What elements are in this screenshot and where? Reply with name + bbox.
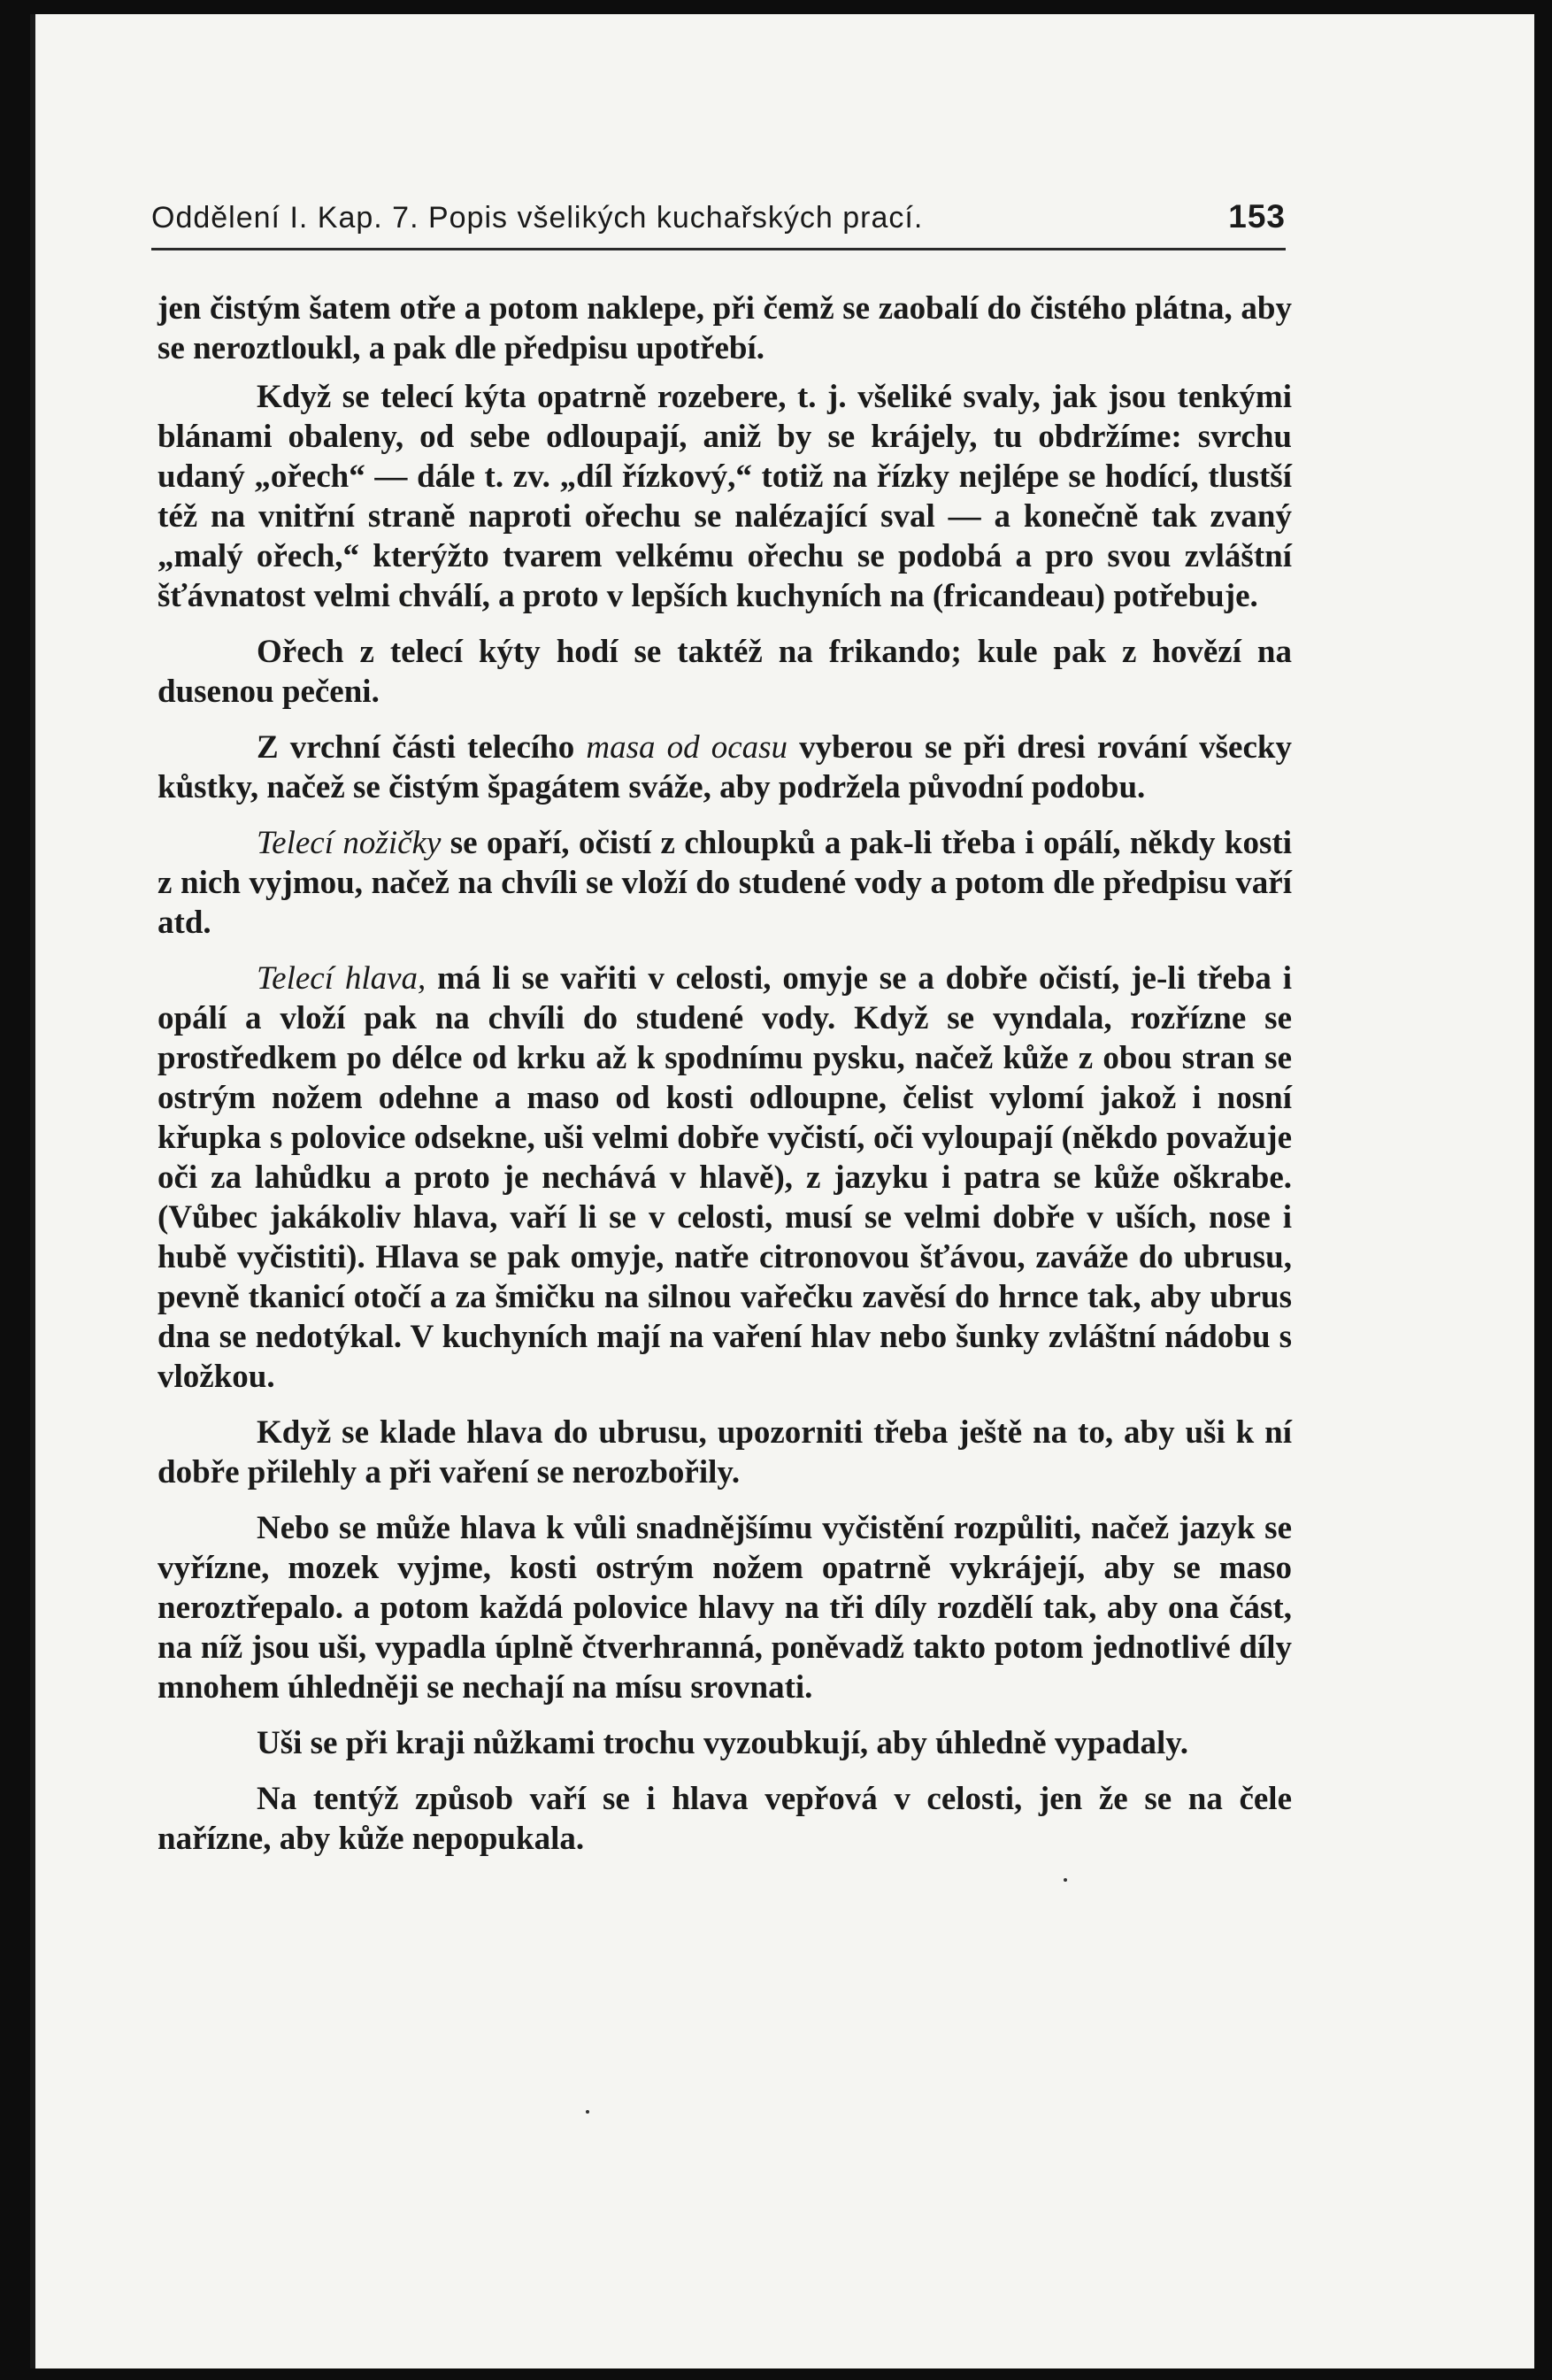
paragraph: Když se telecí kýta opatrně rozebere, t. j. všeliké svaly, jak jsou tenkými blánami obaleny, od sebe odloupají, aniž by se krájely, tu obdržíme: svrchu udaný „ořech“ — dále t. zv. „díl řízkový,“ totiž na řízky nejlépe se hodící, tlustší též na vnitřní straně naproti ořechu se nalézající sval — a konečně tak zvaný „malý ořech,“ kterýžto tvarem velkému ořechu se podobá a pro svou zvláštní šťávnatost velmi chválí, a proto v lepších kuchyních na (fricandeau) potřebuje. — [158, 379, 1292, 614]
body-text — [158, 289, 1292, 1868]
paragraph: Nebo se může hlava k vůli snadnějšímu vyčistění rozpůliti, načež jazyk se vyřízne, mozek vyjme, kosti ostrým nožem opatrně vykrájejí, aby se maso neroztřepalo. a potom každá polovice hlavy na tři díly rozdělí tak, aby ona část, na níž jsou uši, vypadla úplně čtverhranná, poněvadž takto potom jednotlivé díly mnohem úhledněji se nechají na mísu srovnati. — [158, 1510, 1292, 1706]
paragraph-italic-term: Telecí nožičky — [257, 825, 442, 861]
header-rule — [151, 248, 1286, 250]
paragraph — [158, 823, 1292, 943]
paragraph-rest: má li se vařiti v celosti, omyje se a dobře očistí, je-li třeba i opálí a vloží pak na chvíli do studené vody. Když se vyndala, rozřízne se prostředkem po délce od krku až k spodnímu pysku, načež kůže z obou stran se ostrým nožem odehne a maso od kosti odloupne, čelist vylomí jakož i nosní křupka s polovice odsekne, uši velmi dobře vyčistí, oči vyloupají (někdo považuje oči za lahůdku a proto je nechává v hlavě), z jazyku i patra se kůže oškrabe. (Vůbec jakákoliv hlava, vaří li se v celosti, musí se velmi dobře v uších, nose i hubě vyčistiti). Hlava se pak omyje, natře citronovou šťávou, zaváže do ubrusu, pevně tkanicí otočí a za šmičku na silnou vařečku zavěsí do hrnce tak, aby ubrus dna se nedotýkal. V kuchyních mají na vaření hlav nebo šunky zvláštní nádobu s vložkou. — [158, 960, 1292, 1395]
paragraph: jen čistým šatem otře a potom naklepe, při čemž se zaobalí do čistého plátna, aby se neroztloukl, a pak dle předpisu upotřebí. — [158, 290, 1292, 366]
paragraph — [158, 959, 1292, 1397]
paragraph-lead: Z vrchní části telecího — [257, 729, 587, 766]
paragraph-rest: se opaří, očistí z chloupků a pak-li třeba i opálí, někdy kosti z nich vyjmou, načež na chvíli se vloží do studené vody a potom dle předpisu vaří atd. — [158, 825, 1292, 941]
paragraph: Ořech z telecí kýty hodí se taktéž na frikando; kule pak z hovězí na dusenou pečeni. — [158, 634, 1292, 710]
paragraph — [158, 728, 1292, 807]
running-title: Oddělení I. Kap. 7. Popis všelikých kuchařských prací. — [151, 201, 924, 235]
paragraph-italic-term: masa od ocasu — [586, 729, 788, 766]
paragraph-italic-term: Telecí hlava, — [257, 960, 426, 997]
speck — [1064, 1878, 1067, 1882]
page-number: 153 — [1228, 198, 1286, 235]
paragraph: Uši se při kraji nůžkami trochu vyzoubkují, aby úhledně vypadaly. — [257, 1725, 1189, 1761]
page-header — [151, 198, 1286, 235]
speck — [586, 2110, 589, 2114]
paragraph-rest: vyberou se při dresi rování všecky kůstky, načež se čistým špagátem sváže, aby podržela původní podobu. — [158, 729, 1292, 805]
book-page — [30, 14, 1534, 2368]
paragraph: Na tentýž způsob vaří se i hlava vepřová v celosti, jen že se na čele nařízne, aby kůže nepopukala. — [158, 1781, 1292, 1857]
page-edge-shadow — [30, 14, 35, 2368]
paragraph: Když se klade hlava do ubrusu, upozorniti třeba ještě na to, aby uši k ní dobře přilehly a při vaření se nerozbořily. — [158, 1414, 1292, 1490]
